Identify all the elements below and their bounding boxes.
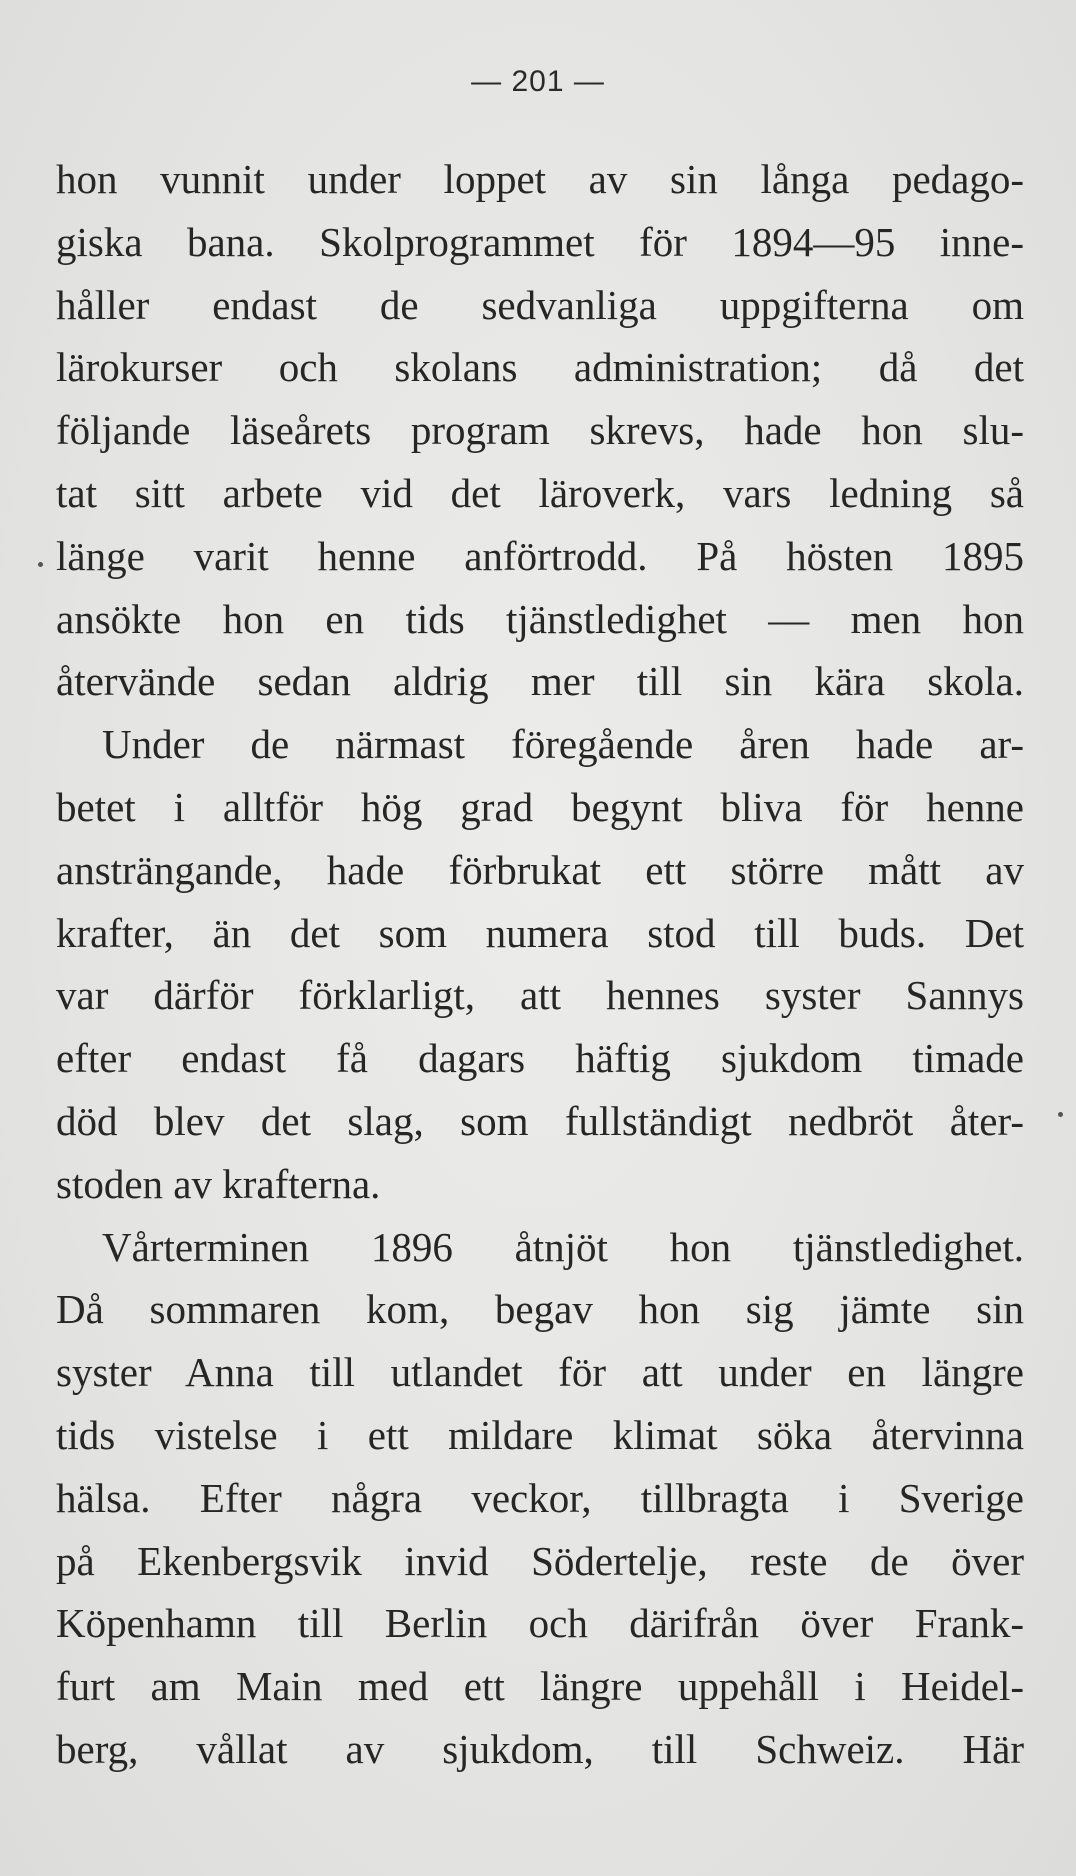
- text-line: giska bana. Skolprogrammet för 1894—95 inne-: [56, 218, 1024, 265]
- text-line: syster Anna till utlandet för att under en längre: [56, 1349, 1024, 1396]
- text-line: håller endast de sedvanliga uppgifterna om: [56, 281, 1024, 328]
- text-line: tids vistelse i ett mildare klimat söka återvinna: [56, 1411, 1024, 1458]
- text-line: berg, vållat av sjukdom, till Schweiz. Här: [56, 1725, 1024, 1772]
- text-line: Köpenhamn till Berlin och därifrån över Frank-: [56, 1600, 1024, 1647]
- text-line: betet i alltför hög grad begynt bliva för henne: [56, 783, 1024, 830]
- text-line: Då sommaren kom, begav hon sig jämte sin: [56, 1286, 1024, 1333]
- text-line: Under de närmast föregående åren hade ar-: [102, 721, 1024, 768]
- text-line: Vårterminen 1896 åtnjöt hon tjänstledighet.: [102, 1223, 1024, 1270]
- print-speck: [38, 562, 43, 567]
- text-line: krafter, än det som numera stod till buds. Det: [56, 909, 1024, 956]
- paragraph-3: [56, 1216, 1024, 1781]
- text-line: stoden av krafterna.: [56, 1160, 381, 1207]
- text-line: var därför förklarligt, att hennes syster Sannys: [56, 972, 1024, 1019]
- text-line: på Ekenbergsvik invid Södertelje, reste de över: [56, 1537, 1024, 1584]
- text-line: ansträngande, hade förbrukat ett större mått av: [56, 846, 1024, 893]
- text-line: efter endast få dagars häftig sjukdom timade: [56, 1035, 1024, 1082]
- text-line: hälsa. Efter några veckor, tillbragta i Sverige: [56, 1474, 1024, 1521]
- text-line: död blev det slag, som fullständigt nedbröt åter-: [56, 1097, 1024, 1144]
- paragraph-1: [56, 148, 1024, 713]
- print-speck: [1058, 1112, 1063, 1117]
- text-line: furt am Main med ett längre uppehåll i Heidel-: [56, 1663, 1024, 1710]
- text-line: följande läseårets program skrevs, hade hon slu-: [56, 407, 1024, 454]
- text-line: ansökte hon en tids tjänstledighet — men hon: [56, 595, 1024, 642]
- text-line: lärokurser och skolans administration; då det: [56, 344, 1024, 391]
- text-line: tat sitt arbete vid det läroverk, vars ledning så: [56, 469, 1024, 516]
- text-line: återvände sedan aldrig mer till sin kära skola.: [56, 658, 1024, 705]
- page-number: — 201 —: [471, 65, 605, 98]
- text-line: länge varit henne anförtrodd. På hösten 1895: [56, 532, 1024, 579]
- body-text: [56, 148, 1024, 1781]
- paragraph-2: [56, 713, 1024, 1215]
- text-line: hon vunnit under loppet av sin långa pedago-: [56, 156, 1024, 202]
